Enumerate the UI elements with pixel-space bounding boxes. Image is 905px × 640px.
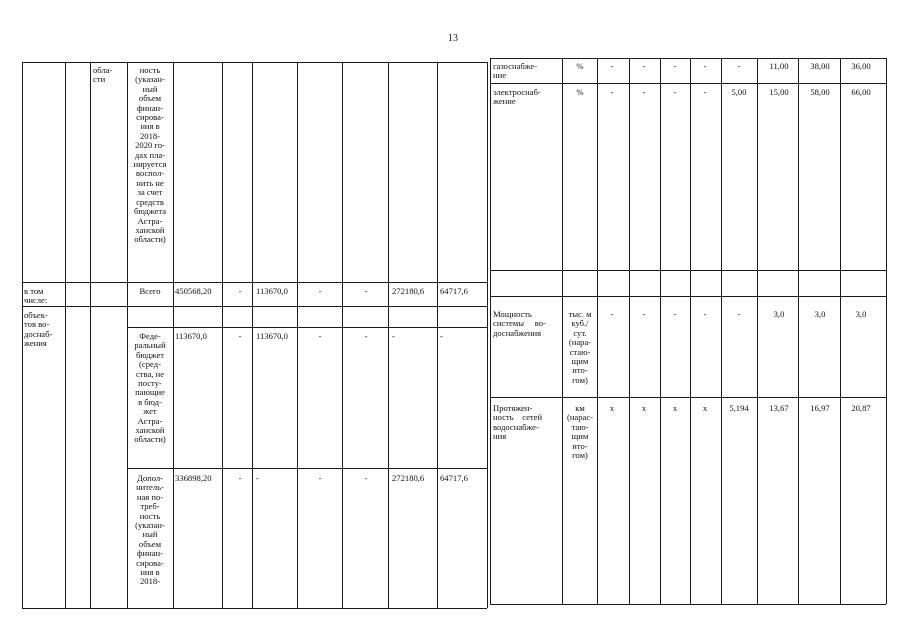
indicator-value: x bbox=[609, 403, 615, 413]
grid-line bbox=[22, 62, 23, 608]
grid-line bbox=[660, 58, 661, 604]
grid-line bbox=[22, 62, 487, 63]
grid-line bbox=[490, 397, 886, 398]
grid-line bbox=[437, 62, 438, 608]
indicator-value: 5,00 bbox=[731, 87, 747, 97]
value-cell: 113670,0 bbox=[256, 286, 288, 296]
value-cell: - bbox=[238, 473, 242, 483]
financing-source-label: Допол- нитель- ная по- треб- ность (указан- ный объем финан- сирова- ния в 2018- bbox=[135, 473, 165, 587]
value-cell: - bbox=[440, 331, 443, 341]
grid-line bbox=[388, 62, 389, 608]
grid-line bbox=[721, 58, 722, 604]
grid-line bbox=[490, 58, 491, 604]
indicator-value: - bbox=[610, 61, 614, 71]
indicator-value: - bbox=[610, 87, 614, 97]
source-description: ность (указан- ный объем финан- сирова- ния в 2018- 2020 го- дах пла- нируется воспол- нить не за счет средств бюджета Астра- ханской области) bbox=[133, 65, 167, 245]
indicator-name: газоснабже- ние bbox=[493, 61, 538, 81]
grid-line bbox=[22, 608, 487, 609]
value-cell: 64717,6 bbox=[440, 286, 468, 296]
indicator-value: 15,00 bbox=[769, 87, 789, 97]
grid-line bbox=[840, 58, 841, 604]
unit-cell: % bbox=[576, 61, 584, 71]
row-label-in-that-number: в том числе: bbox=[24, 286, 48, 306]
unit-cell: км (нарас- таю- щим ито- гом) bbox=[566, 403, 594, 461]
grid-line bbox=[490, 296, 886, 297]
grid-line bbox=[490, 58, 886, 59]
indicator-value: 58,00 bbox=[810, 87, 830, 97]
grid-line bbox=[22, 306, 487, 307]
indicator-value: - bbox=[703, 309, 707, 319]
grid-line bbox=[690, 58, 691, 604]
indicator-value: - bbox=[737, 61, 741, 71]
indicator-value: x bbox=[702, 403, 708, 413]
value-cell: 64717,6 bbox=[440, 473, 468, 483]
indicator-value: x bbox=[672, 403, 678, 413]
indicator-value: - bbox=[642, 61, 646, 71]
value-cell: - bbox=[256, 473, 259, 483]
indicator-value: - bbox=[673, 309, 677, 319]
indicator-value: - bbox=[737, 309, 741, 319]
grid-line bbox=[490, 83, 886, 84]
indicator-value: 13,67 bbox=[769, 403, 789, 413]
value-cell: - bbox=[364, 473, 368, 483]
grid-line bbox=[757, 58, 758, 604]
region-cell: обла- сти bbox=[93, 65, 113, 85]
indicator-value: 36,00 bbox=[851, 61, 871, 71]
grid-line bbox=[297, 62, 298, 608]
value-cell: - bbox=[318, 331, 322, 341]
grid-line bbox=[487, 62, 488, 608]
value-cell: - bbox=[364, 286, 368, 296]
indicator-value: - bbox=[703, 87, 707, 97]
value-cell: - bbox=[318, 286, 322, 296]
grid-line bbox=[127, 327, 487, 328]
indicator-value: - bbox=[673, 87, 677, 97]
indicator-value: 66,00 bbox=[851, 87, 871, 97]
indicator-value: 3,0 bbox=[814, 309, 826, 319]
grid-line bbox=[490, 604, 886, 605]
value-cell: - bbox=[238, 331, 242, 341]
grid-line bbox=[490, 270, 886, 271]
indicator-name: электроснаб- жение bbox=[493, 87, 541, 107]
indicator-value: - bbox=[610, 309, 614, 319]
indicator-name: Протяжен- ность сетей водоснабже- ния bbox=[493, 403, 543, 442]
value-cell: 336898,20 bbox=[175, 473, 212, 483]
value-cell: 272180,6 bbox=[392, 473, 425, 483]
grid-line bbox=[90, 62, 91, 608]
grid-line bbox=[127, 468, 487, 469]
unit-cell: % bbox=[576, 87, 584, 97]
value-cell: 113670,0 bbox=[175, 331, 207, 341]
financing-source-label: Феде- ральный бюджет (сред- ства, не посту- пающие в бюд- жет Астра- ханской области) bbox=[134, 331, 166, 445]
indicator-value: - bbox=[642, 87, 646, 97]
grid-line bbox=[886, 58, 887, 604]
indicator-value: 38,00 bbox=[810, 61, 830, 71]
indicator-value: 16,97 bbox=[810, 403, 830, 413]
grid-line bbox=[562, 58, 563, 604]
value-cell: - bbox=[318, 473, 322, 483]
grid-line bbox=[597, 58, 598, 604]
page-number: 13 bbox=[448, 33, 458, 44]
financing-source-label: Всего bbox=[139, 286, 161, 296]
indicator-value: x bbox=[641, 403, 647, 413]
indicator-value: 3,0 bbox=[773, 309, 785, 319]
value-cell: 450568,20 bbox=[175, 286, 212, 296]
grid-line bbox=[342, 62, 343, 608]
unit-cell: тыс. м куб./ сут. (нара- стаю- щим ито- гом) bbox=[568, 309, 592, 385]
indicator-name: Мощность системы во- доснабжения bbox=[493, 309, 546, 338]
value-cell: 113670,0 bbox=[256, 331, 288, 341]
indicator-value: 20,87 bbox=[851, 403, 871, 413]
value-cell: - bbox=[364, 331, 368, 341]
indicator-value: 11,00 bbox=[769, 61, 789, 71]
value-cell: - bbox=[392, 331, 395, 341]
indicator-value: - bbox=[642, 309, 646, 319]
grid-line bbox=[629, 58, 630, 604]
indicator-value: 5,194 bbox=[729, 403, 749, 413]
indicator-value: - bbox=[703, 61, 707, 71]
grid-line bbox=[222, 62, 223, 608]
grid-line bbox=[798, 58, 799, 604]
value-cell: 272180,6 bbox=[392, 286, 425, 296]
value-cell: - bbox=[238, 286, 242, 296]
grid-line bbox=[173, 62, 174, 608]
grid-line bbox=[65, 62, 66, 608]
indicator-value: 3,0 bbox=[855, 309, 867, 319]
indicator-value: - bbox=[673, 61, 677, 71]
grid-line bbox=[22, 282, 487, 283]
row-label-objects: объек- тов во- доснаб- жения bbox=[24, 310, 53, 349]
grid-line bbox=[252, 62, 253, 608]
